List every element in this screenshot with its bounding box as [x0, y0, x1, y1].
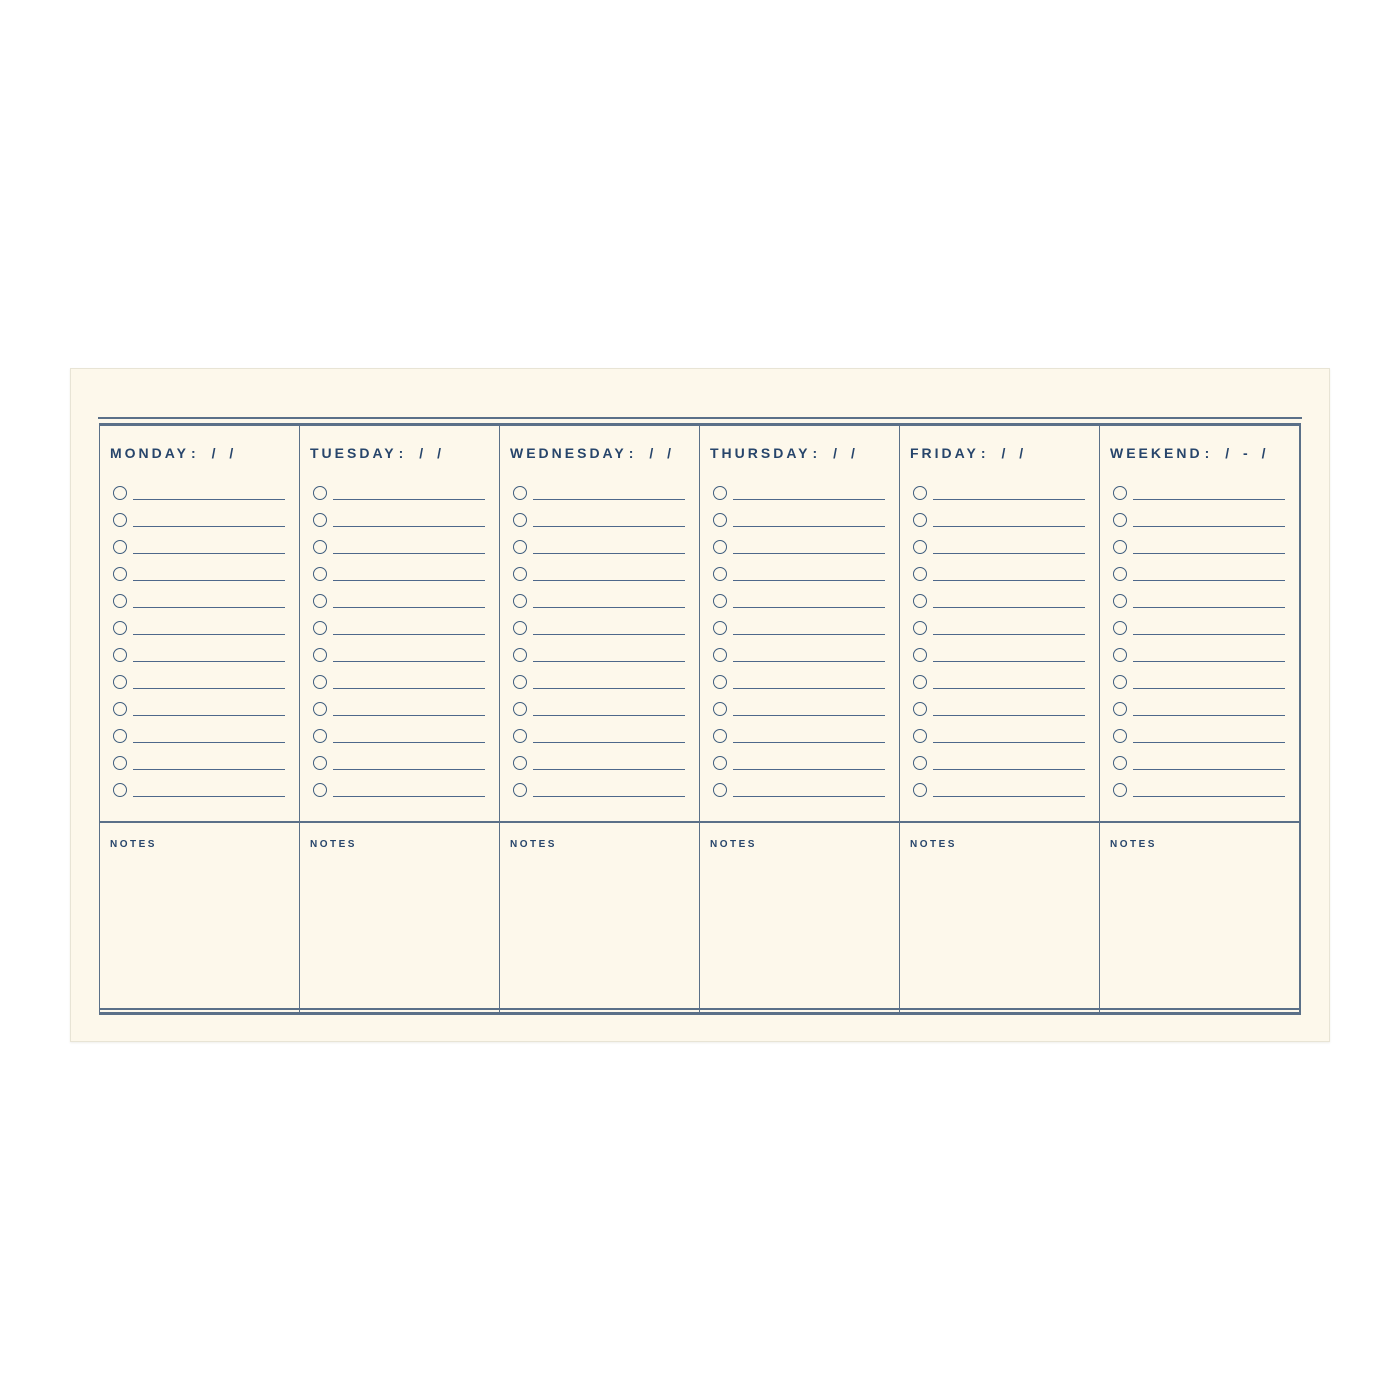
- top-thin-rule: [98, 417, 1302, 419]
- task-write-line: [1133, 566, 1285, 581]
- task-write-line: [933, 566, 1085, 581]
- task-write-line: [933, 593, 1085, 608]
- header-colon: :: [812, 444, 821, 461]
- task-checkbox-circle: [513, 648, 527, 662]
- task-row: [100, 479, 299, 506]
- task-checkbox-circle: [113, 729, 127, 743]
- task-checkbox-circle: [113, 648, 127, 662]
- task-checkbox-circle: [1113, 756, 1127, 770]
- notes-section: [300, 821, 499, 1012]
- task-row: [900, 641, 1099, 668]
- task-write-line: [533, 728, 685, 743]
- task-write-line: [933, 782, 1085, 797]
- task-checkbox-circle: [113, 756, 127, 770]
- date-placeholder: / /: [833, 444, 856, 461]
- task-row: [1100, 722, 1299, 749]
- task-write-line: [733, 539, 885, 554]
- task-row: [100, 722, 299, 749]
- task-row: [900, 776, 1099, 803]
- day-label: MONDAY: [110, 444, 189, 461]
- task-row: [900, 614, 1099, 641]
- task-row: [100, 560, 299, 587]
- task-row: [500, 479, 699, 506]
- task-row: [500, 506, 699, 533]
- task-row: [100, 776, 299, 803]
- day-label: THURSDAY: [710, 444, 811, 461]
- task-row: [900, 668, 1099, 695]
- task-checkbox-circle: [913, 702, 927, 716]
- task-write-line: [933, 674, 1085, 689]
- task-checkbox-circle: [313, 702, 327, 716]
- task-write-line: [333, 755, 485, 770]
- task-write-line: [733, 593, 885, 608]
- task-write-line: [133, 512, 285, 527]
- task-row: [900, 722, 1099, 749]
- task-row: [700, 587, 899, 614]
- task-row: [100, 641, 299, 668]
- notes-label: NOTES: [110, 839, 157, 850]
- header-colon: :: [628, 444, 637, 461]
- task-row: [900, 533, 1099, 560]
- task-row: [300, 614, 499, 641]
- header-colon: :: [1204, 444, 1213, 461]
- task-checkbox-circle: [513, 621, 527, 635]
- task-row: [500, 695, 699, 722]
- date-placeholder: / /: [649, 444, 673, 461]
- task-checkbox-circle: [113, 621, 127, 635]
- task-write-line: [733, 755, 885, 770]
- task-row: [1100, 776, 1299, 803]
- task-list: [100, 479, 299, 803]
- task-write-line: [1133, 539, 1285, 554]
- date-placeholder: / - /: [1225, 444, 1267, 461]
- task-row: [900, 749, 1099, 776]
- task-row: [500, 776, 699, 803]
- task-checkbox-circle: [713, 648, 727, 662]
- task-row: [300, 668, 499, 695]
- task-write-line: [133, 485, 285, 500]
- task-row: [300, 641, 499, 668]
- task-checkbox-circle: [313, 783, 327, 797]
- task-row: [700, 776, 899, 803]
- task-checkbox-circle: [1113, 648, 1127, 662]
- notes-section: [700, 821, 899, 1012]
- task-write-line: [733, 566, 885, 581]
- task-row: [300, 479, 499, 506]
- task-checkbox-circle: [113, 594, 127, 608]
- day-label: WEEKEND: [1110, 444, 1203, 461]
- task-checkbox-circle: [113, 783, 127, 797]
- task-row: [300, 749, 499, 776]
- task-write-line: [733, 701, 885, 716]
- task-write-line: [533, 647, 685, 662]
- task-checkbox-circle: [913, 675, 927, 689]
- header-colon: :: [398, 444, 407, 461]
- task-row: [900, 560, 1099, 587]
- task-checkbox-circle: [713, 621, 727, 635]
- notes-section: [1100, 821, 1299, 1012]
- date-placeholder: / /: [419, 444, 442, 461]
- task-write-line: [133, 647, 285, 662]
- task-write-line: [1133, 782, 1285, 797]
- notes-label: NOTES: [1110, 839, 1157, 850]
- task-row: [100, 695, 299, 722]
- task-write-line: [733, 620, 885, 635]
- task-checkbox-circle: [713, 513, 727, 527]
- task-row: [700, 533, 899, 560]
- task-checkbox-circle: [1113, 540, 1127, 554]
- task-write-line: [933, 701, 1085, 716]
- task-checkbox-circle: [1113, 702, 1127, 716]
- task-checkbox-circle: [713, 486, 727, 500]
- task-checkbox-circle: [1113, 594, 1127, 608]
- notes-label: NOTES: [910, 839, 957, 850]
- task-row: [500, 533, 699, 560]
- day-header: [500, 426, 699, 479]
- task-row: [1100, 560, 1299, 587]
- task-write-line: [933, 647, 1085, 662]
- task-write-line: [333, 512, 485, 527]
- task-checkbox-circle: [513, 702, 527, 716]
- task-write-line: [133, 566, 285, 581]
- task-checkbox-circle: [713, 540, 727, 554]
- task-write-line: [1133, 512, 1285, 527]
- task-checkbox-circle: [313, 648, 327, 662]
- notes-section: [500, 821, 699, 1012]
- task-write-line: [1133, 647, 1285, 662]
- task-checkbox-circle: [713, 729, 727, 743]
- task-write-line: [733, 485, 885, 500]
- task-write-line: [1133, 593, 1285, 608]
- task-write-line: [1133, 620, 1285, 635]
- task-write-line: [333, 701, 485, 716]
- task-write-line: [133, 728, 285, 743]
- task-row: [300, 587, 499, 614]
- task-write-line: [333, 485, 485, 500]
- task-write-line: [733, 512, 885, 527]
- day-header: [300, 426, 499, 479]
- notes-section: [900, 821, 1099, 1012]
- task-row: [900, 479, 1099, 506]
- task-row: [100, 614, 299, 641]
- task-checkbox-circle: [313, 621, 327, 635]
- task-list: [300, 479, 499, 803]
- task-row: [700, 560, 899, 587]
- task-row: [900, 587, 1099, 614]
- task-row: [300, 722, 499, 749]
- task-row: [500, 587, 699, 614]
- task-write-line: [533, 755, 685, 770]
- task-row: [1100, 641, 1299, 668]
- task-checkbox-circle: [113, 486, 127, 500]
- task-row: [100, 749, 299, 776]
- task-write-line: [333, 539, 485, 554]
- notes-section: [100, 821, 299, 1012]
- day-header: [1100, 426, 1299, 479]
- task-write-line: [133, 539, 285, 554]
- task-row: [300, 506, 499, 533]
- task-row: [700, 749, 899, 776]
- task-row: [500, 614, 699, 641]
- task-row: [700, 695, 899, 722]
- task-write-line: [1133, 701, 1285, 716]
- task-checkbox-circle: [913, 594, 927, 608]
- task-checkbox-circle: [513, 594, 527, 608]
- day-header: [100, 426, 299, 479]
- task-row: [1100, 587, 1299, 614]
- task-write-line: [533, 512, 685, 527]
- task-checkbox-circle: [713, 594, 727, 608]
- header-colon: :: [190, 444, 199, 461]
- task-row: [700, 506, 899, 533]
- task-row: [300, 776, 499, 803]
- task-write-line: [533, 674, 685, 689]
- task-write-line: [1133, 485, 1285, 500]
- task-checkbox-circle: [913, 513, 927, 527]
- day-column-wednesday: [500, 426, 700, 1012]
- task-row: [500, 749, 699, 776]
- task-row: [700, 641, 899, 668]
- task-checkbox-circle: [1113, 567, 1127, 581]
- task-write-line: [533, 485, 685, 500]
- task-write-line: [333, 782, 485, 797]
- task-write-line: [733, 647, 885, 662]
- task-checkbox-circle: [1113, 783, 1127, 797]
- day-label: WEDNESDAY: [510, 444, 627, 461]
- bottom-thin-rule: [99, 1008, 1301, 1010]
- task-checkbox-circle: [913, 567, 927, 581]
- task-checkbox-circle: [113, 702, 127, 716]
- notes-label: NOTES: [310, 839, 357, 850]
- task-row: [1100, 695, 1299, 722]
- task-checkbox-circle: [913, 783, 927, 797]
- task-list: [1100, 479, 1299, 803]
- task-checkbox-circle: [313, 756, 327, 770]
- task-checkbox-circle: [1113, 486, 1127, 500]
- task-row: [1100, 614, 1299, 641]
- task-write-line: [133, 674, 285, 689]
- date-placeholder: / /: [211, 444, 235, 461]
- task-checkbox-circle: [513, 567, 527, 581]
- day-header: [900, 426, 1099, 479]
- task-list: [900, 479, 1099, 803]
- task-write-line: [333, 728, 485, 743]
- planner-grid: [98, 417, 1302, 1015]
- day-column-monday: [100, 426, 300, 1012]
- day-column-thursday: [700, 426, 900, 1012]
- task-row: [100, 668, 299, 695]
- task-checkbox-circle: [313, 729, 327, 743]
- notes-label: NOTES: [510, 839, 557, 850]
- task-checkbox-circle: [313, 513, 327, 527]
- task-checkbox-circle: [513, 513, 527, 527]
- day-column-tuesday: [300, 426, 500, 1012]
- task-checkbox-circle: [913, 756, 927, 770]
- task-row: [900, 695, 1099, 722]
- task-checkbox-circle: [513, 783, 527, 797]
- task-row: [1100, 668, 1299, 695]
- task-write-line: [333, 593, 485, 608]
- task-checkbox-circle: [113, 540, 127, 554]
- task-list: [500, 479, 699, 803]
- task-checkbox-circle: [113, 675, 127, 689]
- day-label: FRIDAY: [910, 444, 979, 461]
- task-write-line: [533, 593, 685, 608]
- task-row: [700, 722, 899, 749]
- task-list: [700, 479, 899, 803]
- task-write-line: [133, 593, 285, 608]
- task-checkbox-circle: [513, 486, 527, 500]
- task-row: [100, 587, 299, 614]
- task-write-line: [933, 728, 1085, 743]
- task-write-line: [733, 728, 885, 743]
- task-write-line: [933, 755, 1085, 770]
- task-write-line: [333, 647, 485, 662]
- task-write-line: [333, 566, 485, 581]
- task-write-line: [533, 539, 685, 554]
- task-checkbox-circle: [313, 567, 327, 581]
- task-row: [1100, 506, 1299, 533]
- task-write-line: [1133, 755, 1285, 770]
- header-colon: :: [980, 444, 989, 461]
- task-row: [1100, 479, 1299, 506]
- task-checkbox-circle: [1113, 675, 1127, 689]
- task-checkbox-circle: [713, 567, 727, 581]
- task-checkbox-circle: [113, 567, 127, 581]
- task-checkbox-circle: [713, 702, 727, 716]
- task-write-line: [533, 701, 685, 716]
- task-checkbox-circle: [713, 756, 727, 770]
- day-column-weekend: [1100, 426, 1300, 1012]
- task-checkbox-circle: [1113, 729, 1127, 743]
- task-checkbox-circle: [1113, 621, 1127, 635]
- task-write-line: [533, 566, 685, 581]
- task-row: [300, 695, 499, 722]
- task-checkbox-circle: [313, 540, 327, 554]
- notes-label: NOTES: [710, 839, 757, 850]
- planner-pad: [70, 368, 1330, 1042]
- task-row: [500, 722, 699, 749]
- task-write-line: [1133, 674, 1285, 689]
- day-label: TUESDAY: [310, 444, 397, 461]
- task-checkbox-circle: [513, 540, 527, 554]
- task-write-line: [933, 539, 1085, 554]
- task-checkbox-circle: [713, 675, 727, 689]
- task-write-line: [933, 485, 1085, 500]
- day-column-friday: [900, 426, 1100, 1012]
- task-write-line: [1133, 728, 1285, 743]
- date-placeholder: / /: [1001, 444, 1025, 461]
- day-header: [700, 426, 899, 479]
- task-write-line: [133, 782, 285, 797]
- task-row: [300, 560, 499, 587]
- task-write-line: [933, 620, 1085, 635]
- task-write-line: [333, 674, 485, 689]
- task-row: [900, 506, 1099, 533]
- task-checkbox-circle: [913, 621, 927, 635]
- task-row: [500, 560, 699, 587]
- task-write-line: [333, 620, 485, 635]
- task-row: [700, 614, 899, 641]
- task-row: [100, 506, 299, 533]
- task-write-line: [133, 620, 285, 635]
- task-checkbox-circle: [713, 783, 727, 797]
- task-write-line: [133, 701, 285, 716]
- task-write-line: [733, 782, 885, 797]
- task-checkbox-circle: [1113, 513, 1127, 527]
- task-row: [700, 668, 899, 695]
- task-checkbox-circle: [113, 513, 127, 527]
- task-row: [100, 533, 299, 560]
- task-row: [700, 479, 899, 506]
- task-checkbox-circle: [313, 594, 327, 608]
- planner-frame: [99, 423, 1301, 1015]
- task-write-line: [933, 512, 1085, 527]
- task-checkbox-circle: [313, 486, 327, 500]
- task-write-line: [733, 674, 885, 689]
- task-row: [300, 533, 499, 560]
- task-row: [500, 668, 699, 695]
- task-checkbox-circle: [513, 675, 527, 689]
- task-checkbox-circle: [913, 540, 927, 554]
- task-checkbox-circle: [513, 729, 527, 743]
- task-write-line: [533, 782, 685, 797]
- task-row: [1100, 749, 1299, 776]
- task-write-line: [533, 620, 685, 635]
- task-checkbox-circle: [513, 756, 527, 770]
- task-checkbox-circle: [913, 486, 927, 500]
- task-row: [1100, 533, 1299, 560]
- task-checkbox-circle: [313, 675, 327, 689]
- task-write-line: [133, 755, 285, 770]
- task-row: [500, 641, 699, 668]
- task-checkbox-circle: [913, 729, 927, 743]
- task-checkbox-circle: [913, 648, 927, 662]
